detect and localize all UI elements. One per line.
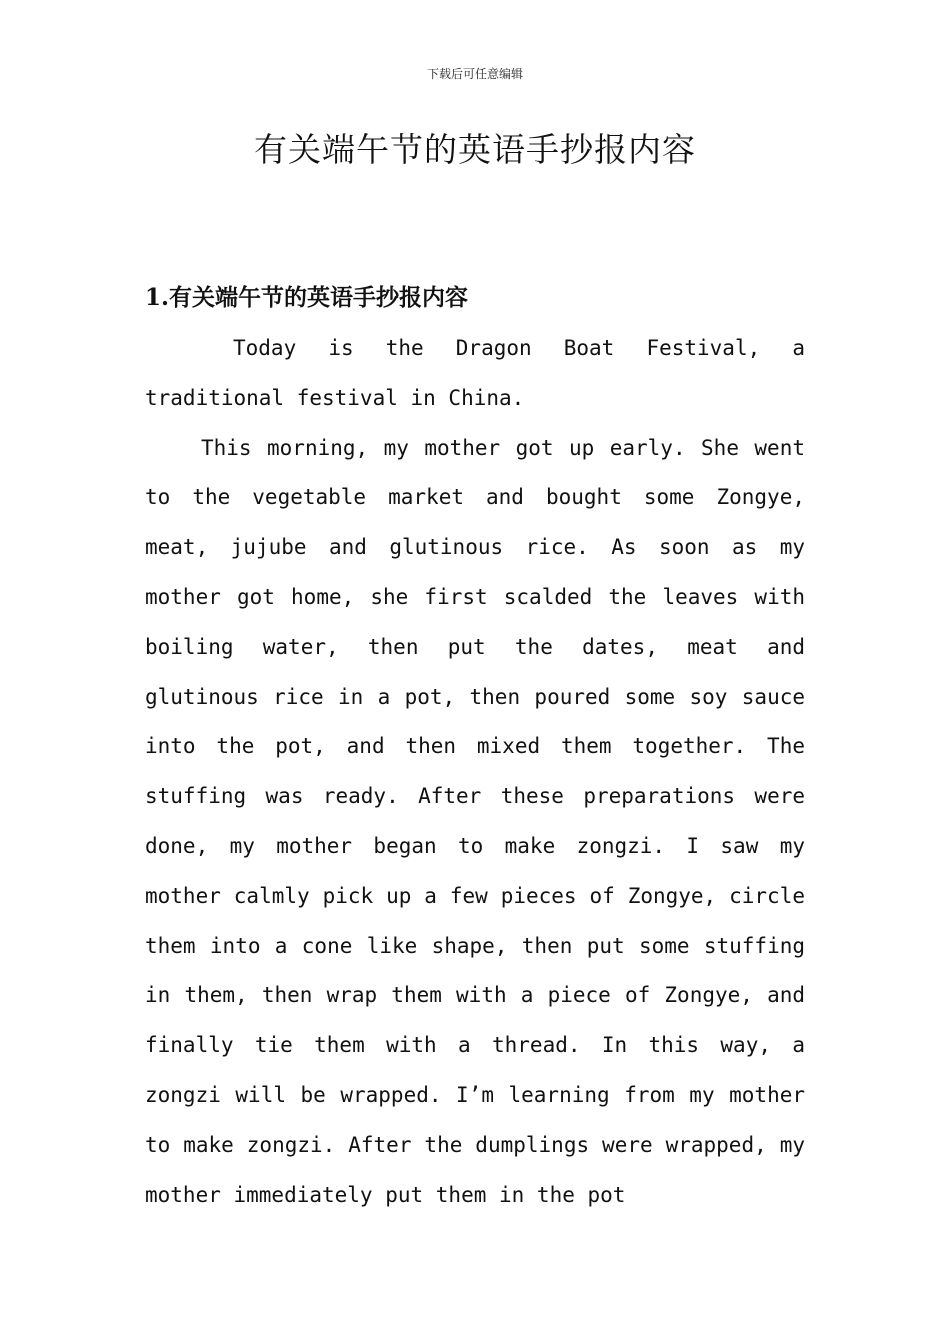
section-heading: 1.有关端午节的英语手抄报内容 xyxy=(145,284,469,311)
document-title: 有关端午节的英语手抄报内容 xyxy=(254,130,696,169)
body-text xyxy=(145,324,805,1220)
paragraph-intro: Today is the Dragon Boat Festival, a traditional festival in China. xyxy=(145,336,805,410)
header-note: 下载后可任意编辑 xyxy=(426,67,523,81)
paragraph-main: This morning, my mother got up early. She went to the vegetable market and bought some Zongye, meat, jujube and glutinous rice. As soon as my mother got home, she first scalded the leaves with boiling water, then put the dates, meat and glutinous rice in a pot, then poured some soy sauce into the pot, and then mixed them together. The stuffing was ready. After these preparations were done, my mother began to make zongzi. I saw my mother calmly pick up a few pieces of Zongye, circle them into a cone like shape, then put some stuffing in them, then wrap them with a piece of Zongye, and finally tie them with a thread. In this way, a zongzi will be wrapped. I’m learning from my mother to make zongzi. After the dumplings were wrapped, my mother immediately put them in the pot xyxy=(145,435,805,1207)
